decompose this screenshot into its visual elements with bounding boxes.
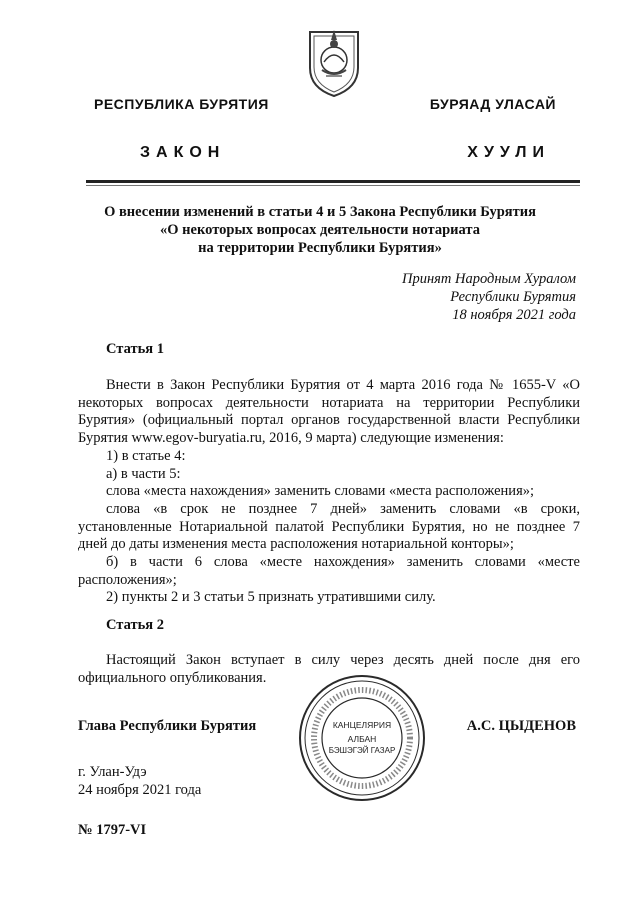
law-title bbox=[60, 203, 580, 257]
law-title-line: О внесении изменений в статьи 4 и 5 Закона Республики Бурятия bbox=[104, 204, 536, 220]
article-1-paragraph: 2) пункты 2 и 3 статьи 5 признать утратившими силу. bbox=[106, 589, 436, 606]
law-title-line: на территории Республики Бурятия» bbox=[198, 240, 442, 256]
stamp-text: АЛБАН bbox=[347, 734, 377, 744]
article-1-heading: Статья 1 bbox=[106, 341, 164, 357]
coat-of-arms-icon bbox=[304, 22, 364, 98]
article-1-paragraph: 1) в статье 4: bbox=[106, 447, 186, 464]
article-1-paragraph: а) в части 5: bbox=[106, 465, 181, 482]
law-number: № 1797-VI bbox=[78, 822, 147, 838]
article-2-heading: Статья 2 bbox=[106, 617, 164, 633]
signing-date: 24 ноября 2021 года bbox=[78, 782, 202, 798]
adoption-date: 18 ноября 2021 года bbox=[452, 307, 576, 323]
stamp-text: КАНЦЕЛЯРИЯ bbox=[332, 720, 392, 730]
article-1-body bbox=[78, 377, 580, 607]
law-title-line: «О некоторых вопросах деятельности нотариата bbox=[160, 222, 480, 238]
article-1-paragraph: б) в части 6 слова «месте нахождения» заменить словами «месте расположения»; bbox=[78, 554, 580, 588]
official-stamp bbox=[296, 672, 428, 804]
article-1-paragraph: слова «места нахождения» заменить словами «места расположения»; bbox=[106, 483, 535, 500]
republic-name-buryat: БУРЯАД УЛАСАЙ bbox=[429, 96, 556, 112]
article-1-paragraph: Внести в Закон Республики Бурятия от 4 марта 2016 года № 1655-V «О некоторых вопросах деятельности нотариата на территории Республики Бурятия» (официальный портал органов государственной власти Республики Бурятия www.egov-buryatia.ru, 2016, 9 марта) следующие изменения: bbox=[78, 377, 580, 447]
signatory-title: Глава Республики Бурятия bbox=[78, 718, 257, 734]
law-label-russian: ЗАКОН bbox=[140, 144, 226, 161]
signing-city: г. Улан-Удэ bbox=[78, 764, 147, 780]
adoption-note bbox=[402, 270, 576, 324]
adoption-line: Республики Бурятия bbox=[450, 289, 576, 305]
signing-place bbox=[78, 763, 201, 799]
stamp-text: БЭШЭГЭЙ ГАЗАР bbox=[328, 746, 396, 755]
signatory-name: А.С. ЦЫДЕНОВ bbox=[466, 718, 576, 734]
law-label-buryat: ХУУЛИ bbox=[467, 144, 550, 161]
adoption-line: Принят Народным Хуралом bbox=[401, 271, 576, 287]
republic-name-russian: РЕСПУБЛИКА БУРЯТИЯ bbox=[94, 96, 269, 112]
article-2-paragraph: Настоящий Закон вступает в силу через десять дней после дня его официального опубликования. bbox=[78, 652, 580, 686]
article-1-paragraph: слова «в срок не позднее 7 дней» заменить словами «в сроки, установленные Нотариальной палатой Республики Бурятия, но не позднее 7 дней до даты изменения места расположения нотариальной конторы»; bbox=[78, 500, 580, 553]
header-divider bbox=[86, 180, 580, 183]
header-divider-thin bbox=[86, 185, 580, 186]
